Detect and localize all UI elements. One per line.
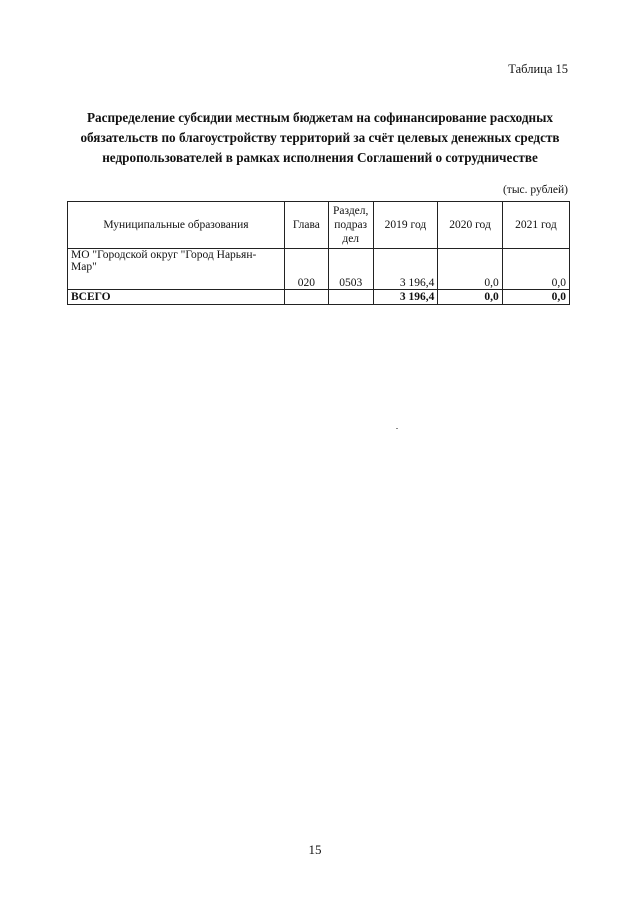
total-year-2021: 0,0 [502, 290, 569, 305]
total-glava [284, 290, 328, 305]
table-number-label: Таблица 15 [508, 62, 568, 76]
header-year-2021: 2021 год [502, 202, 569, 249]
header-year-2020: 2020 год [438, 202, 502, 249]
total-year-2020: 0,0 [438, 290, 502, 305]
cell-year-2020: 0,0 [438, 249, 502, 290]
subsidy-table [67, 201, 570, 305]
header-year-2019: 2019 год [373, 202, 438, 249]
header-razdel-line-2: подраз [334, 219, 368, 231]
header-razdel [328, 202, 373, 249]
cell-year-2021: 0,0 [502, 249, 569, 290]
document-title [70, 108, 570, 168]
scan-speck [396, 428, 398, 429]
table-header-row [68, 202, 570, 249]
cell-razdel: 0503 [328, 249, 373, 290]
title-line-3: недропользователей в рамках исполнения Соглашений о сотрудничестве [102, 150, 538, 165]
header-razdel-line-1: Раздел, [333, 205, 369, 217]
header-razdel-line-3: дел [342, 233, 360, 245]
header-municipality: Муниципальные образования [68, 202, 285, 249]
total-year-2019: 3 196,4 [373, 290, 438, 305]
total-razdel [328, 290, 373, 305]
header-glava: Глава [284, 202, 328, 249]
total-row [68, 290, 570, 305]
table-row [68, 249, 570, 290]
title-line-2: обязательств по благоустройству территорий за счёт целевых денежных средств [80, 130, 560, 145]
cell-municipality: МО "Городской округ "Город Нарьян-Мар" [68, 249, 285, 290]
cell-glava: 020 [284, 249, 328, 290]
title-line-1: Распределение субсидии местным бюджетам на софинансирование расходных [86, 110, 554, 125]
page-number: 15 [308, 842, 322, 857]
cell-year-2019: 3 196,4 [373, 249, 438, 290]
total-label: ВСЕГО [68, 290, 285, 305]
units-note: (тыс. рублей) [502, 184, 568, 196]
